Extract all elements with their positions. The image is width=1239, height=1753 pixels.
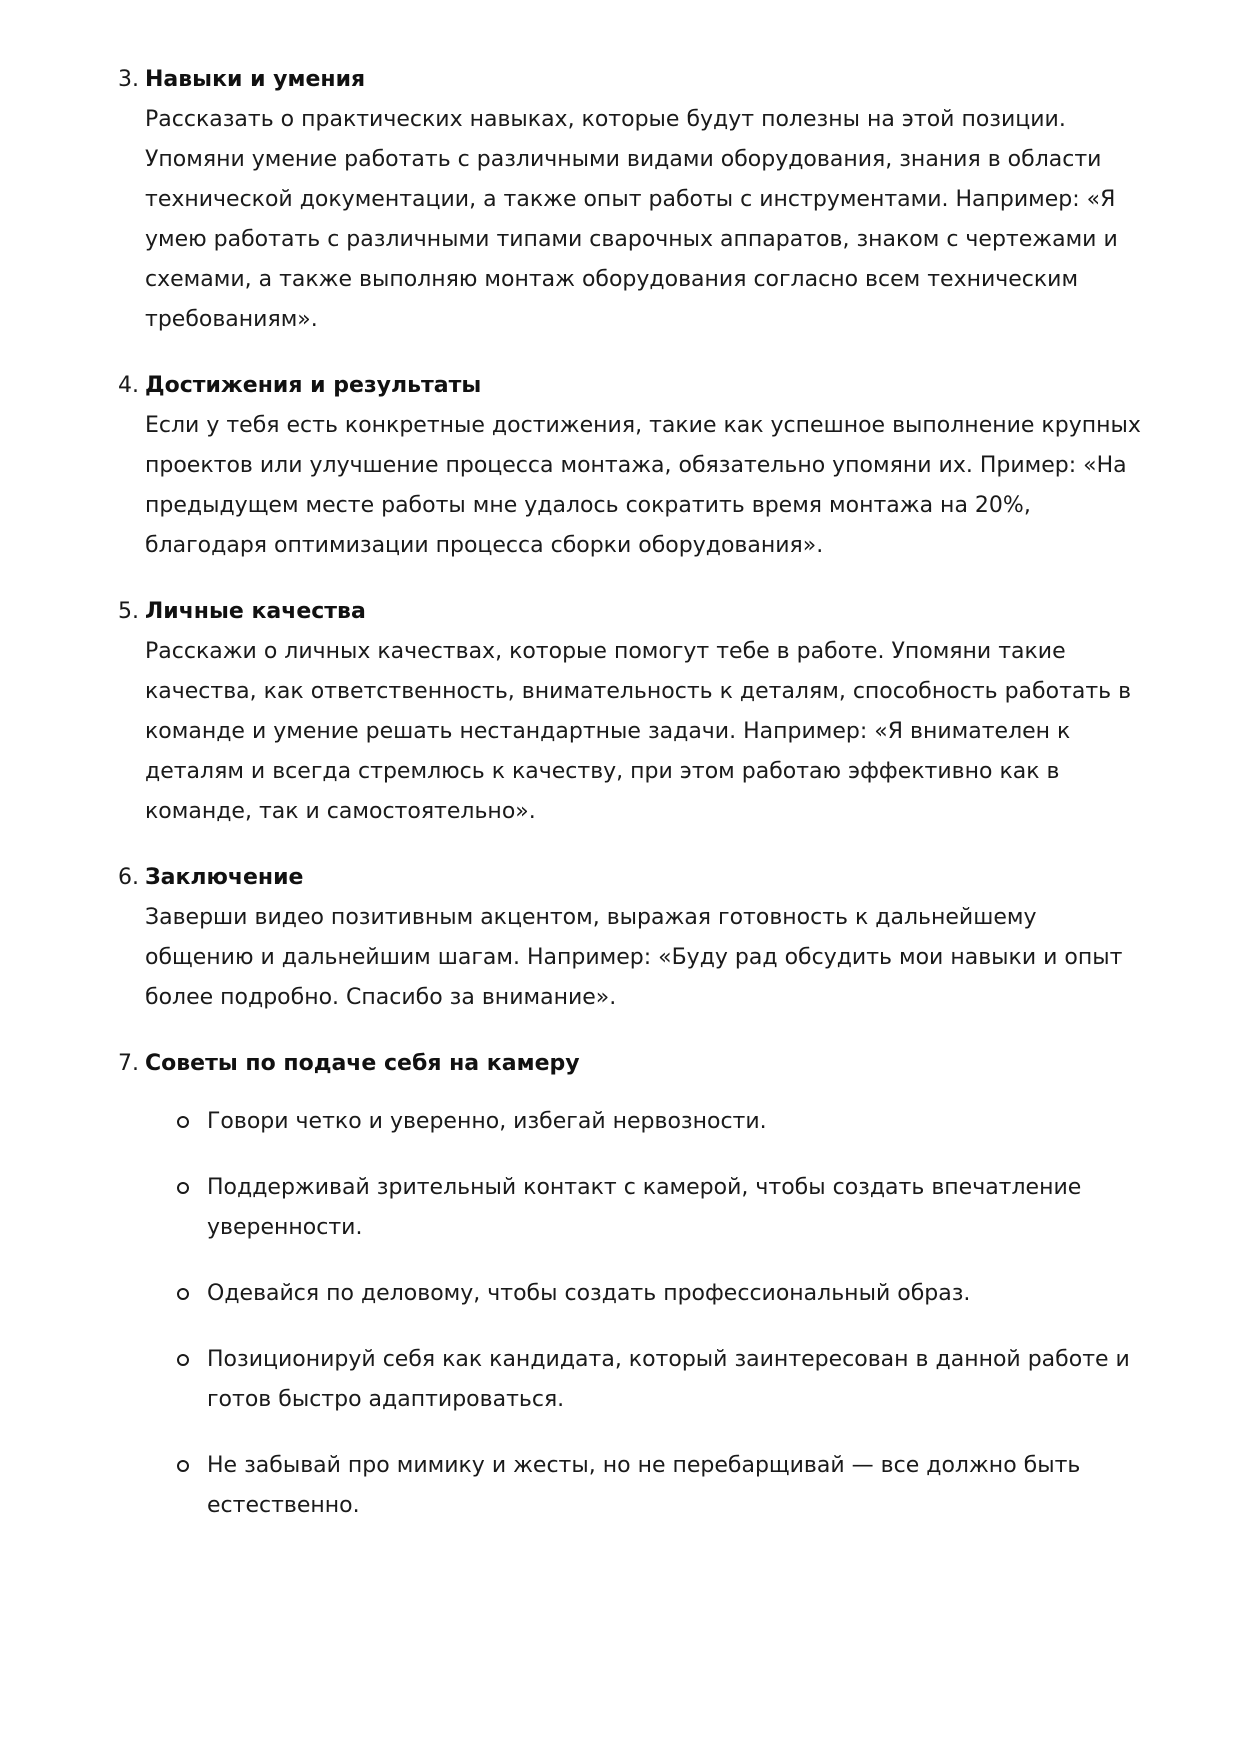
circle-bullet-icon [177, 1116, 189, 1128]
list-item-text: Позиционируй себя как кандидата, который заинтересован в данной работе и готов быстро адаптироваться. [207, 1347, 1130, 1412]
list-item-text: Говори четко и уверенно, избегай нервозности. [207, 1109, 767, 1134]
section-number: 4. [118, 373, 139, 398]
section-number: 6. [118, 865, 139, 890]
section-title: Заключение [145, 865, 304, 890]
section-text: Расскажи о личных качествах, которые помогут тебе в работе. Упомяни такие качества, как ответственность, внимательность к деталям, способность работать в команде и умение решать нестандартные задачи. Например: «Я внимателен к деталям и всегда стремлюсь к качеству, при этом работаю эффективно как в команде, так и самостоятельно». [145, 639, 1132, 824]
section-personal-qualities [118, 592, 1149, 832]
section-text: Заверши видео позитивным акцентом, выражая готовность к дальнейшему общению и дальнейшим шагам. Например: «Буду рад обсудить мои навыки и опыт более подробно. Спасибо за внимание». [145, 905, 1123, 1010]
tips-list [145, 1102, 1149, 1526]
section-title: Личные качества [145, 599, 366, 624]
section-achievements [118, 366, 1149, 566]
section-number: 3. [118, 67, 139, 92]
list-item [145, 1446, 1149, 1526]
list-item [145, 1102, 1149, 1142]
section-title: Советы по подаче себя на камеру [145, 1051, 580, 1076]
list-item-text: Не забывай про мимику и жесты, но не перебарщивай — все должно быть естественно. [207, 1453, 1081, 1518]
list-item [145, 1274, 1149, 1314]
list-item [145, 1340, 1149, 1420]
list-item-text: Одевайся по деловому, чтобы создать профессиональный образ. [207, 1281, 971, 1306]
circle-bullet-icon [177, 1354, 189, 1366]
section-number: 7. [118, 1051, 139, 1076]
section-text: Если у тебя есть конкретные достижения, такие как успешное выполнение крупных проектов или улучшение процесса монтажа, обязательно упомяни их. Пример: «На предыдущем месте работы мне удалось сократить время монтажа на 20%, благодаря оптимизации процесса сборки оборудования». [145, 413, 1141, 558]
circle-bullet-icon [177, 1460, 189, 1472]
section-title: Навыки и умения [145, 67, 366, 92]
list-item [145, 1168, 1149, 1248]
section-title: Достижения и результаты [145, 373, 482, 398]
section-conclusion [118, 858, 1149, 1018]
section-text: Рассказать о практических навыках, которые будут полезны на этой позиции. Упомяни умение работать с различными видами оборудования, знания в области технической документации, а также опыт работы с инструментами. Например: «Я умею работать с различными типами сварочных аппаратов, знаком с чертежами и схемами, а также выполняю монтаж оборудования согласно всем техническим требованиям». [145, 107, 1118, 332]
circle-bullet-icon [177, 1182, 189, 1194]
section-number: 5. [118, 599, 139, 624]
circle-bullet-icon [177, 1288, 189, 1300]
list-item-text: Поддерживай зрительный контакт с камерой, чтобы создать впечатление уверенности. [207, 1175, 1082, 1240]
section-camera-tips [118, 1044, 1149, 1526]
section-skills [118, 60, 1149, 340]
